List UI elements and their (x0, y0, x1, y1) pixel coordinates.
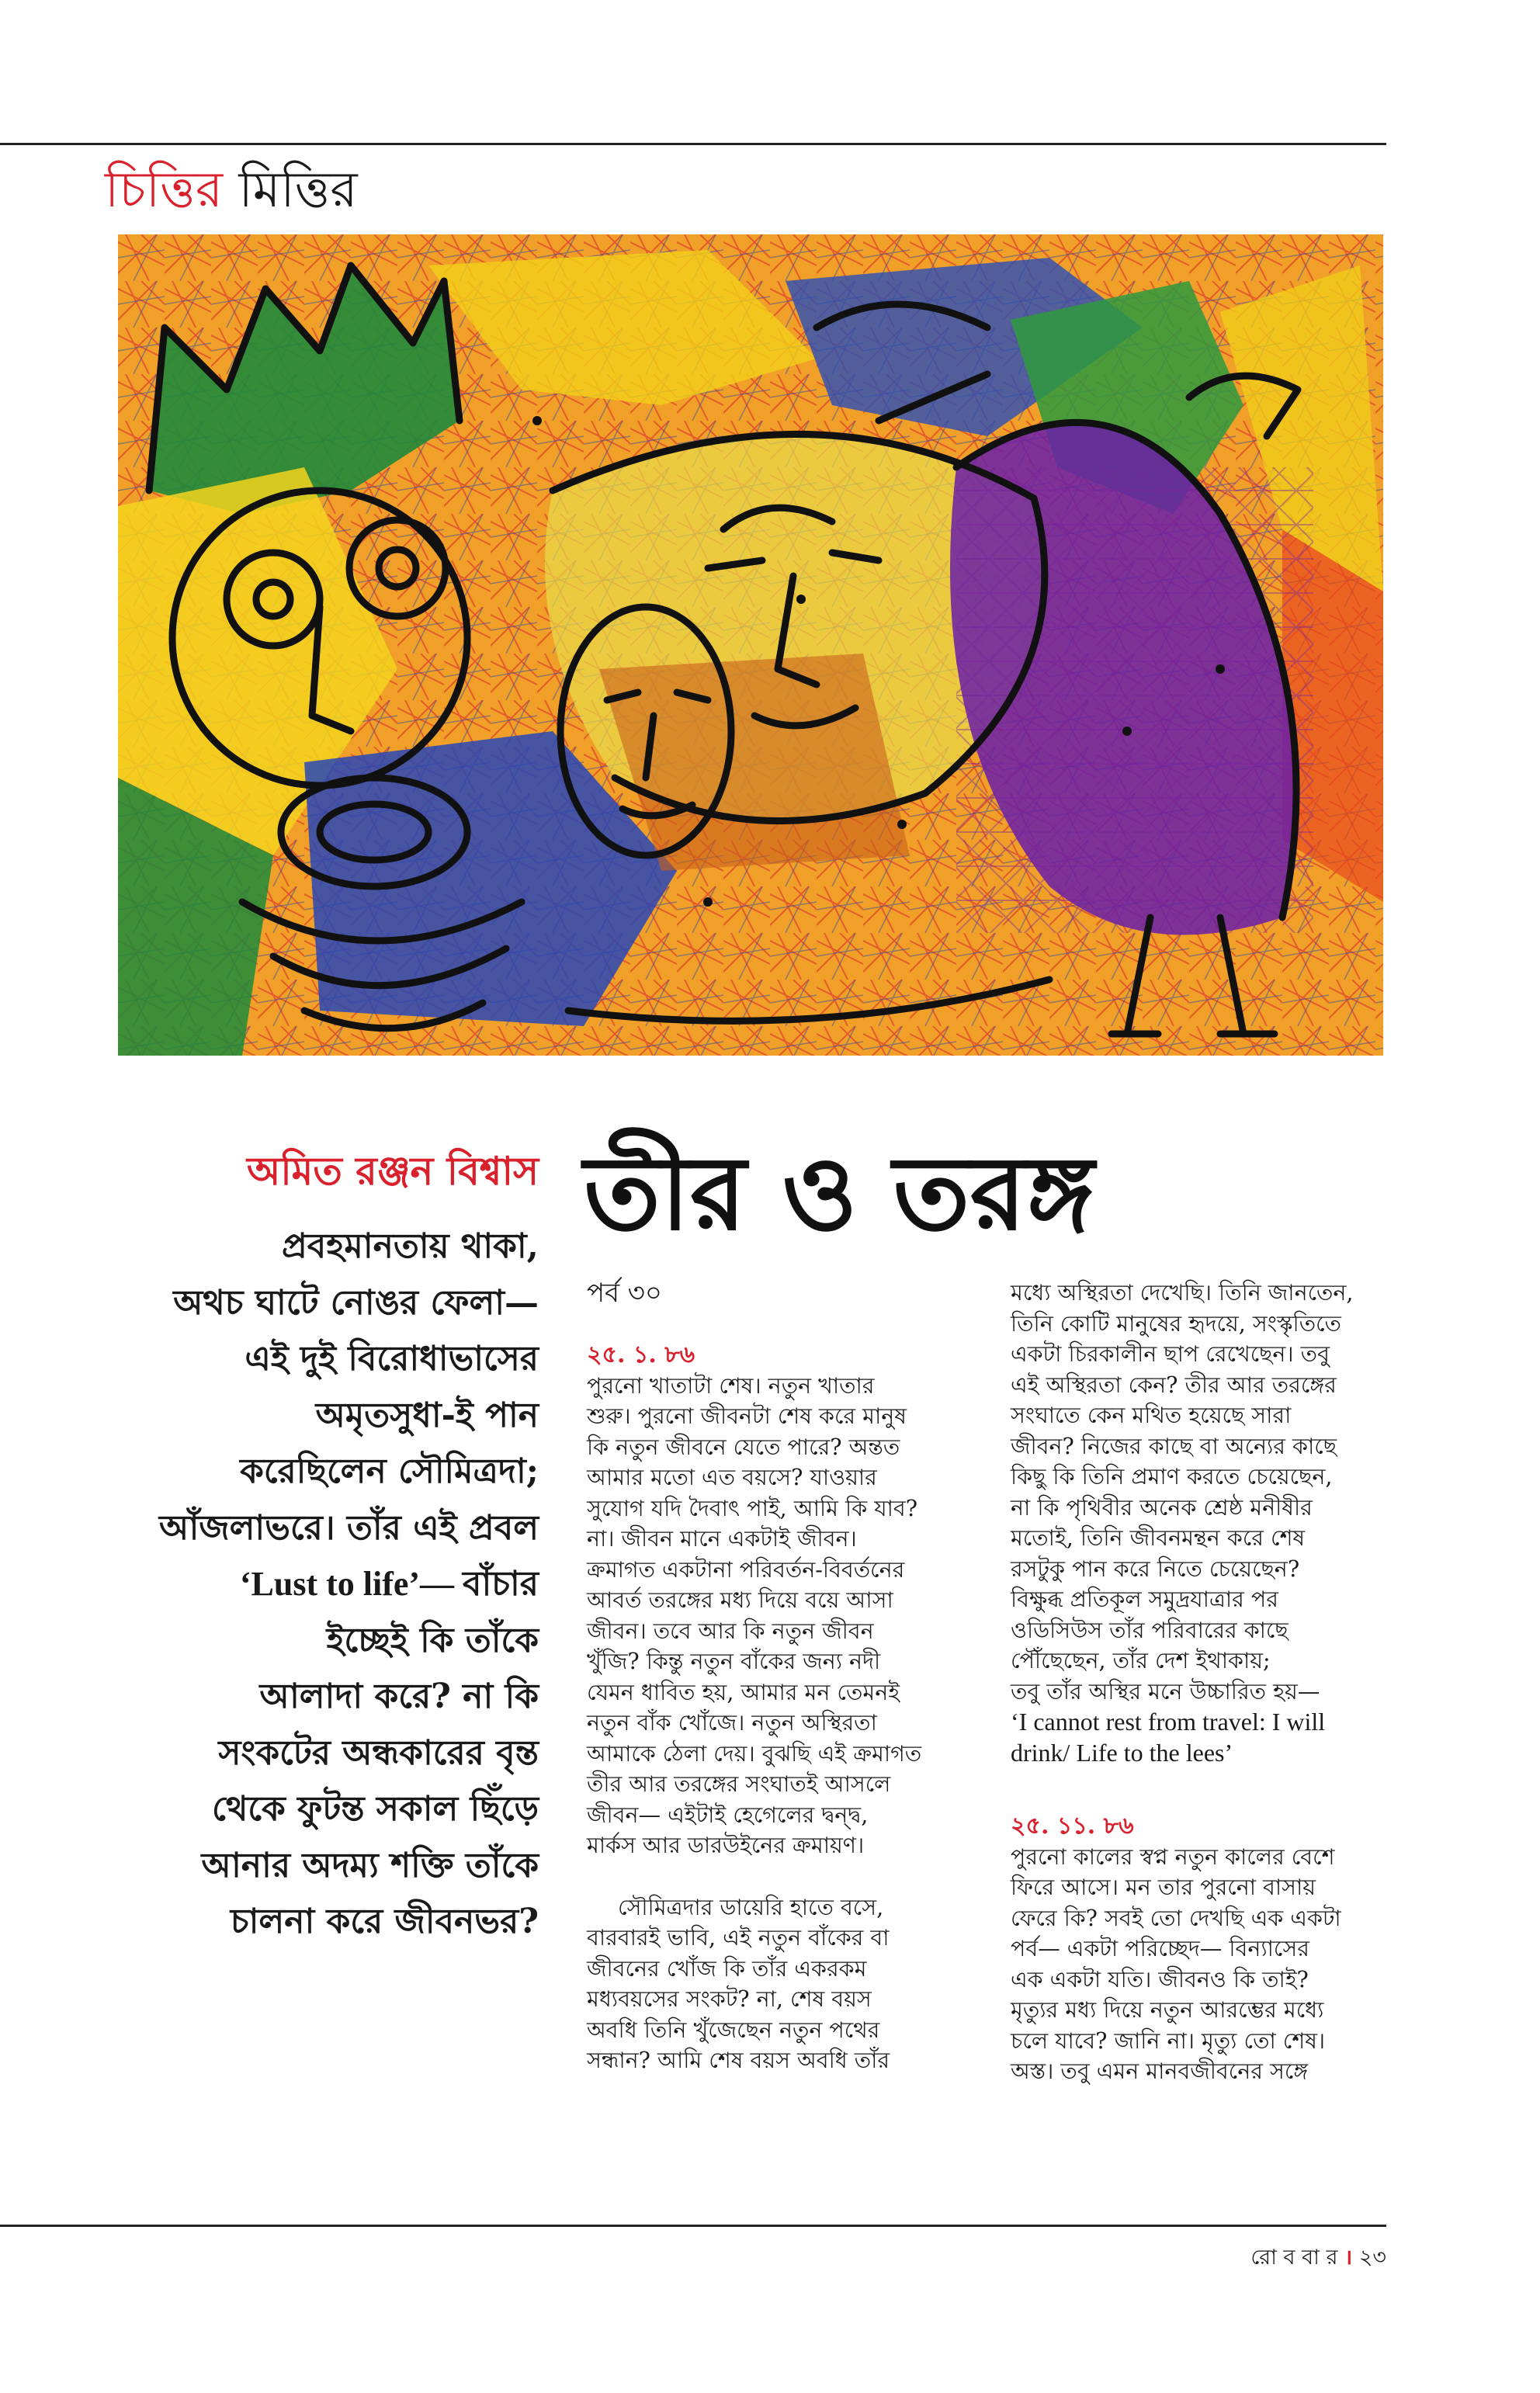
pull-quote-line: থেকে ফুটন্ত সকাল ছিঁড়ে (212, 1789, 539, 1829)
body-line: জীবন? নিজের কাছে বা অন্যের কাছে (1011, 1433, 1337, 1459)
body-line: কি নতুন জীবনে যেতে পারে? অন্তত (587, 1434, 900, 1460)
section-title-word-2: মিত্তির (238, 161, 358, 219)
body-line: ফেরে কি? সবই তো দেখছি এক একটা (1011, 1905, 1341, 1931)
section-title-word-1: চিত্তির (105, 161, 224, 219)
pull-quote-line: ইচ্ছেই কি তাঁকে (326, 1620, 539, 1660)
pull-quote-line: আঁজলাভরে। তাঁর এই প্রবল (158, 1507, 539, 1548)
body-line: নতুন বাঁক খোঁজে। নতুন অস্থিরতা (587, 1710, 877, 1736)
body-paragraph (1011, 1278, 1391, 1707)
body-line: এক একটা যতি। জীবনও কি তাই? (1011, 1966, 1309, 1992)
body-line: ক্রমাগত একটানা পরিবর্তন-বিবর্তনের (587, 1556, 905, 1583)
pull-quote (78, 1219, 539, 1951)
page-folio (1195, 2242, 1386, 2277)
pull-quote-line: প্রবহমানতায় থাকা, (281, 1226, 539, 1266)
pull-quote-line: আনার অদম্য শক্তি তাঁকে (201, 1845, 539, 1885)
body-line: তবু তাঁর অস্থির মনে উচ্চারিত হয়— (1011, 1678, 1320, 1705)
pull-quote-line: সংকটের অন্ধকারের বৃন্ত (218, 1732, 539, 1773)
body-line: একটা চিরকালীন ছাপ রেখেছেন। তবু (1011, 1341, 1330, 1367)
body-line: চলে যাবে? জানি না। মৃত্যু তো শেষ। (1011, 2027, 1326, 2054)
pull-quote-line: চালনা করে জীবনভর? (230, 1902, 539, 1941)
body-line: আমাকে ঠেলা দেয়। বুঝছি এই ক্রমাগত (587, 1740, 922, 1767)
folio-separator: । (1344, 2246, 1353, 2270)
quote-line: drink/ Life to the lees’ (1011, 1738, 1233, 1767)
body-line: বারবারই ভাবি, এই নতুন বাঁকের বা (587, 1925, 890, 1951)
body-line: জীবন। তবে আর কি নতুন জীবন (587, 1618, 874, 1644)
body-line: ফিরে আসে। মন তার পুরনো বাসায় (1011, 1875, 1316, 1900)
body-line: রসটুকু পান করে নিতে চেয়েছেন? (1011, 1555, 1300, 1582)
body-line: সৌমিত্রদার ডায়েরি হাতে বসে, (618, 1894, 884, 1920)
body-line: আবর্ত তরঙ্গের মধ্য দিয়ে বয়ে আসা (587, 1587, 893, 1613)
body-line: পুরনো খাতাটা শেষ। নতুন খাতার (587, 1372, 875, 1399)
body-line: আমার মতো এত বয়সে? যাওয়ার (587, 1465, 877, 1490)
body-line: মার্কস আর ডারউইনের ক্রমায়ণ। (587, 1833, 865, 1858)
pull-quote-line: এই দুই বিরোধাভাসের (245, 1339, 539, 1379)
pull-quote-line: করেছিলেন সৌমিত্রদা; (240, 1451, 539, 1491)
body-line: অস্ত। তবু এমন মানবজীবনের সঙ্গে (1011, 2058, 1309, 2084)
body-line: পর্ব— একটা পরিচ্ছেদ— বিন্যাসের (1011, 1936, 1309, 1961)
english-quote (1011, 1707, 1391, 1768)
body-line: তীর আর তরঙ্গের সংঘাতই আসলে (587, 1771, 891, 1797)
body-paragraph (587, 1892, 969, 2076)
entry-date: ২৫. ১. ৮৬ (587, 1341, 695, 1368)
body-line: তিনি কোটি মানুষের হৃদয়ে, সংস্কৃতিতে (1011, 1310, 1341, 1337)
body-line: পৌঁছেছেন, তাঁর দেশ ইথাকায়; (1011, 1648, 1271, 1673)
bottom-rule (0, 2225, 1386, 2227)
article-title: তীর ও তরঙ্গ (584, 1133, 1094, 1254)
body-line: সংঘাতে কেন মথিত হয়েছে সারা (1011, 1403, 1292, 1428)
body-line: সন্ধান? আমি শেষ বয়স অবধি তাঁর (587, 2048, 890, 2073)
body-line: খুঁজি? কিন্তু নতুন বাঁকের জন্য নদী (587, 1649, 881, 1674)
body-line: জীবন— এইটাই হেগেলের দ্বন্দ্ব, (587, 1802, 869, 1828)
body-paragraph (587, 1371, 969, 1861)
body-line: মধ্যবয়সের সংকট? না, শেষ বয়স (587, 1986, 872, 2012)
body-line: যেমন ধাবিত হয়, আমার মন তেমনই (587, 1679, 900, 1705)
pull-quote-line: আলাদা করে? না কি (259, 1677, 539, 1716)
pull-quote-line: ‘Lust to life’— বাঁচার (239, 1565, 539, 1603)
body-line: কিছু কি তিনি প্রমাণ করতে চেয়েছেন, (1011, 1464, 1333, 1490)
section-title (105, 152, 358, 235)
entry-date: ২৫. ১১. ৮৬ (1011, 1812, 1134, 1840)
body-line: না। জীবন মানে একটাই জীবন। (587, 1526, 857, 1552)
pull-quote-line: অথচ ঘাটে নোঙর ফেলা— (173, 1282, 539, 1323)
body-line: মতোই, তিনি জীবনমন্থন করে শেষ (1011, 1525, 1306, 1551)
body-paragraph (1011, 1842, 1391, 2087)
artwork-illustration (118, 234, 1383, 1056)
body-line: মৃত্যুর মধ্য দিয়ে নতুন আরম্ভের মধ্যে (1011, 1997, 1324, 2023)
body-column-right (1011, 1278, 1391, 2087)
episode-label: পর্ব ৩০ (587, 1278, 663, 1309)
body-line: অবধি তিনি খুঁজেছেন নতুন পথের (587, 2017, 880, 2043)
magazine-name: রো ব বা র (1250, 2246, 1338, 2270)
body-line: সুযোগ যদি দৈবাৎ পাই, আমি কি যাব? (587, 1495, 918, 1521)
body-line: জীবনের খোঁজ কি তাঁর একরকম (587, 1955, 867, 1982)
page-number: ২৩ (1358, 2246, 1386, 2270)
author-byline: অমিত রঞ্জন বিশ্বাস (247, 1148, 539, 1194)
body-line: শুরু। পুরনো জীবনটা শেষ করে মানুষ (587, 1403, 907, 1429)
body-line: না কি পৃথিবীর অনেক শ্রেষ্ঠ মনীষীর (1011, 1494, 1313, 1521)
body-line: মধ্যে অস্থিরতা দেখেছি। তিনি জানতেন, (1011, 1280, 1354, 1306)
body-line: বিক্ষুব্ধ প্রতিকূল সমুদ্রযাত্রার পর (1011, 1587, 1278, 1612)
pull-quote-line: অমৃতসুধা-ই পান (315, 1395, 539, 1435)
top-rule (0, 143, 1386, 145)
body-line: ওডিসিউস তাঁর পরিবারের কাছে (1011, 1617, 1289, 1643)
body-line: এই অস্থিরতা কেন? তীর আর তরঙ্গের (1011, 1372, 1337, 1398)
body-column-left (587, 1340, 969, 2076)
quote-line: ‘I cannot rest from travel: I will (1011, 1708, 1326, 1736)
body-line: পুরনো কালের স্বপ্ন নতুন কালের বেশে (1011, 1843, 1335, 1870)
